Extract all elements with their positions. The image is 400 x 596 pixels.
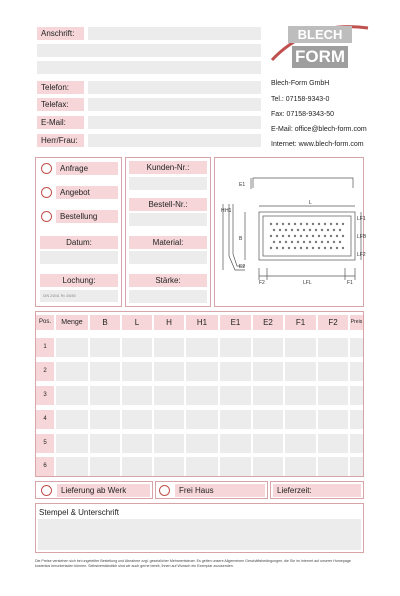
dim-label-b: B [239, 236, 243, 242]
cell-l[interactable] [122, 434, 152, 453]
label-bestell-nr: Bestell-Nr.: [129, 198, 207, 211]
cell-e2[interactable] [253, 362, 283, 381]
label-anfrage: Anfrage [56, 162, 118, 175]
cell-e1[interactable] [220, 457, 251, 476]
cell-preis[interactable] [350, 386, 363, 405]
cell-h1[interactable] [186, 434, 218, 453]
company-name: Blech-Form GmbH [271, 80, 330, 87]
cell-e1[interactable] [220, 410, 251, 429]
row-number: 6 [36, 457, 54, 476]
cell-menge[interactable] [56, 410, 88, 429]
dim-label-lfl: LFL [303, 280, 312, 286]
cell-e1[interactable] [220, 386, 251, 405]
cell-h1[interactable] [186, 386, 218, 405]
dim-label-lf2: LF2 [357, 252, 366, 258]
signature-field[interactable] [38, 519, 361, 550]
dim-label-f1: F1 [347, 280, 353, 286]
cell-f1[interactable] [285, 457, 316, 476]
company-fax: Fax: 07158-9343-50 [271, 111, 335, 118]
company-internet: Internet: www.blech-form.com [271, 141, 364, 148]
field-staerke[interactable] [129, 290, 207, 303]
radio-lieferung-ab-werk[interactable] [41, 485, 52, 496]
label-frei-haus: Frei Haus [175, 484, 265, 497]
cell-f1[interactable] [285, 338, 316, 357]
field-telefon[interactable] [88, 81, 261, 94]
label-telefon: Telefon: [37, 81, 84, 94]
label-datum: Datum: [40, 236, 118, 249]
label-material: Material: [129, 236, 207, 249]
label-email: E-Mail: [37, 116, 84, 129]
cell-b[interactable] [90, 410, 120, 429]
radio-frei-haus[interactable] [159, 485, 170, 496]
cell-f1[interactable] [285, 434, 316, 453]
col-header-f2: F2 [318, 315, 348, 330]
col-header-h: H [154, 315, 184, 330]
cell-b[interactable] [90, 362, 120, 381]
dim-label-e2: E2 [239, 264, 246, 270]
cell-h1[interactable] [186, 457, 218, 476]
cell-h1[interactable] [186, 410, 218, 429]
col-header-h1: H1 [186, 315, 218, 330]
cell-h[interactable] [154, 434, 184, 453]
cell-menge[interactable] [56, 338, 88, 357]
cell-menge[interactable] [56, 386, 88, 405]
signature-label: Stempel & Unterschrift [39, 508, 120, 517]
dim-label-f2: F2 [259, 280, 265, 286]
cell-menge[interactable] [56, 457, 88, 476]
logo-text-top: BLECH [297, 27, 343, 42]
cell-preis[interactable] [350, 457, 363, 476]
cell-b[interactable] [90, 338, 120, 357]
dim-label-lfb: LFB [357, 234, 367, 240]
col-header-menge: Menge [56, 315, 88, 330]
cell-f1[interactable] [285, 410, 316, 429]
field-datum[interactable] [40, 251, 118, 264]
cell-l[interactable] [122, 362, 152, 381]
cell-preis[interactable] [350, 338, 363, 357]
cell-e2[interactable] [253, 338, 283, 357]
cell-menge[interactable] [56, 434, 88, 453]
cell-menge[interactable] [56, 362, 88, 381]
cell-e2[interactable] [253, 410, 283, 429]
cell-f2[interactable] [318, 362, 348, 381]
radio-bestellung[interactable] [41, 211, 52, 222]
company-email: E-Mail: office@blech-form.com [271, 126, 367, 133]
company-tel: Tel.: 07158-9343-0 [271, 96, 330, 103]
cell-e2[interactable] [253, 386, 283, 405]
cell-h1[interactable] [186, 338, 218, 357]
field-email[interactable] [88, 116, 261, 129]
field-anschrift-2[interactable] [37, 44, 261, 57]
col-header-preis: Preis [350, 315, 363, 330]
cell-l[interactable] [122, 410, 152, 429]
cell-b[interactable] [90, 457, 120, 476]
cell-l[interactable] [122, 338, 152, 357]
radio-angebot[interactable] [41, 187, 52, 198]
label-kunden-nr: Kunden-Nr.: [129, 161, 207, 174]
row-number: 3 [36, 386, 54, 405]
field-material[interactable] [129, 251, 207, 264]
lochung-note[interactable]: DIN 24041 Rv 3/6/50 [40, 290, 118, 302]
cell-h[interactable] [154, 338, 184, 357]
cell-f2[interactable] [318, 457, 348, 476]
cell-e1[interactable] [220, 362, 251, 381]
cell-h[interactable] [154, 410, 184, 429]
logo-text-bottom: FORM [294, 47, 346, 66]
col-header-e1: E1 [220, 315, 251, 330]
perforation-holes [270, 223, 344, 249]
label-bestellung: Bestellung [56, 210, 118, 223]
row-number: 4 [36, 410, 54, 429]
label-staerke: Stärke: [129, 274, 207, 287]
field-telefax[interactable] [88, 98, 261, 111]
cell-f1[interactable] [285, 386, 316, 405]
dim-label-e1: E1 [239, 182, 246, 188]
label-lieferung-ab-werk: Lieferung ab Werk [57, 484, 150, 497]
row-number: 1 [36, 338, 54, 357]
field-herr-frau[interactable] [88, 134, 261, 147]
col-header-pos: Pos. [36, 315, 54, 330]
col-header-b: B [90, 315, 120, 330]
label-telefax: Telefax: [37, 98, 84, 111]
cell-preis[interactable] [350, 410, 363, 429]
field-kunden-nr[interactable] [129, 177, 207, 190]
cell-h[interactable] [154, 362, 184, 381]
col-header-e2: E2 [253, 315, 283, 330]
label-angebot: Angebot [56, 186, 118, 199]
cell-l[interactable] [122, 457, 152, 476]
cell-f2[interactable] [318, 386, 348, 405]
cell-e2[interactable] [253, 457, 283, 476]
col-header-l: L [122, 315, 152, 330]
label-lochung: Lochung: [40, 274, 118, 287]
company-logo [270, 22, 370, 74]
cell-f2[interactable] [318, 410, 348, 429]
row-number: 2 [36, 362, 54, 381]
label-lieferzeit: Lieferzeit: [273, 484, 361, 497]
cell-h1[interactable] [186, 362, 218, 381]
technical-drawing [215, 158, 367, 306]
cell-f2[interactable] [318, 338, 348, 357]
cell-h[interactable] [154, 386, 184, 405]
label-anschrift: Anschrift: [37, 27, 84, 40]
cell-e2[interactable] [253, 434, 283, 453]
field-bestell-nr[interactable] [129, 213, 207, 226]
dim-label-h1: H1 [225, 208, 232, 214]
cell-b[interactable] [90, 434, 120, 453]
cell-e1[interactable] [220, 338, 251, 357]
field-anschrift-1[interactable] [88, 27, 261, 40]
cell-e1[interactable] [220, 434, 251, 453]
radio-anfrage[interactable] [41, 163, 52, 174]
cell-h[interactable] [154, 457, 184, 476]
cell-preis[interactable] [350, 362, 363, 381]
cell-f1[interactable] [285, 362, 316, 381]
dim-label-lf1: LF1 [357, 216, 366, 222]
col-header-f1: F1 [285, 315, 316, 330]
footer-terms: Die Preise verstehen sich bei ungeteilter Bestellung und Abnahme zzgl. gesetzlicher Mehrwertsteuer. Es gelten unsere Allgemeinen Geschäftsbedingungen, die Sie im Internet auf unserer Homepage kostenlos herunterladen können. Selbstverständlich sind wir auch gerne bereit, Ihnen auf Wunsch ein Exemplar zuzusenden. [35, 559, 351, 568]
label-herr-frau: Herr/Frau: [37, 134, 84, 147]
cell-l[interactable] [122, 386, 152, 405]
cell-preis[interactable] [350, 434, 363, 453]
cell-b[interactable] [90, 386, 120, 405]
dim-label-h: H [221, 208, 225, 214]
field-anschrift-3[interactable] [37, 61, 261, 74]
row-number: 5 [36, 434, 54, 453]
dim-label-l: L [309, 200, 312, 206]
cell-f2[interactable] [318, 434, 348, 453]
